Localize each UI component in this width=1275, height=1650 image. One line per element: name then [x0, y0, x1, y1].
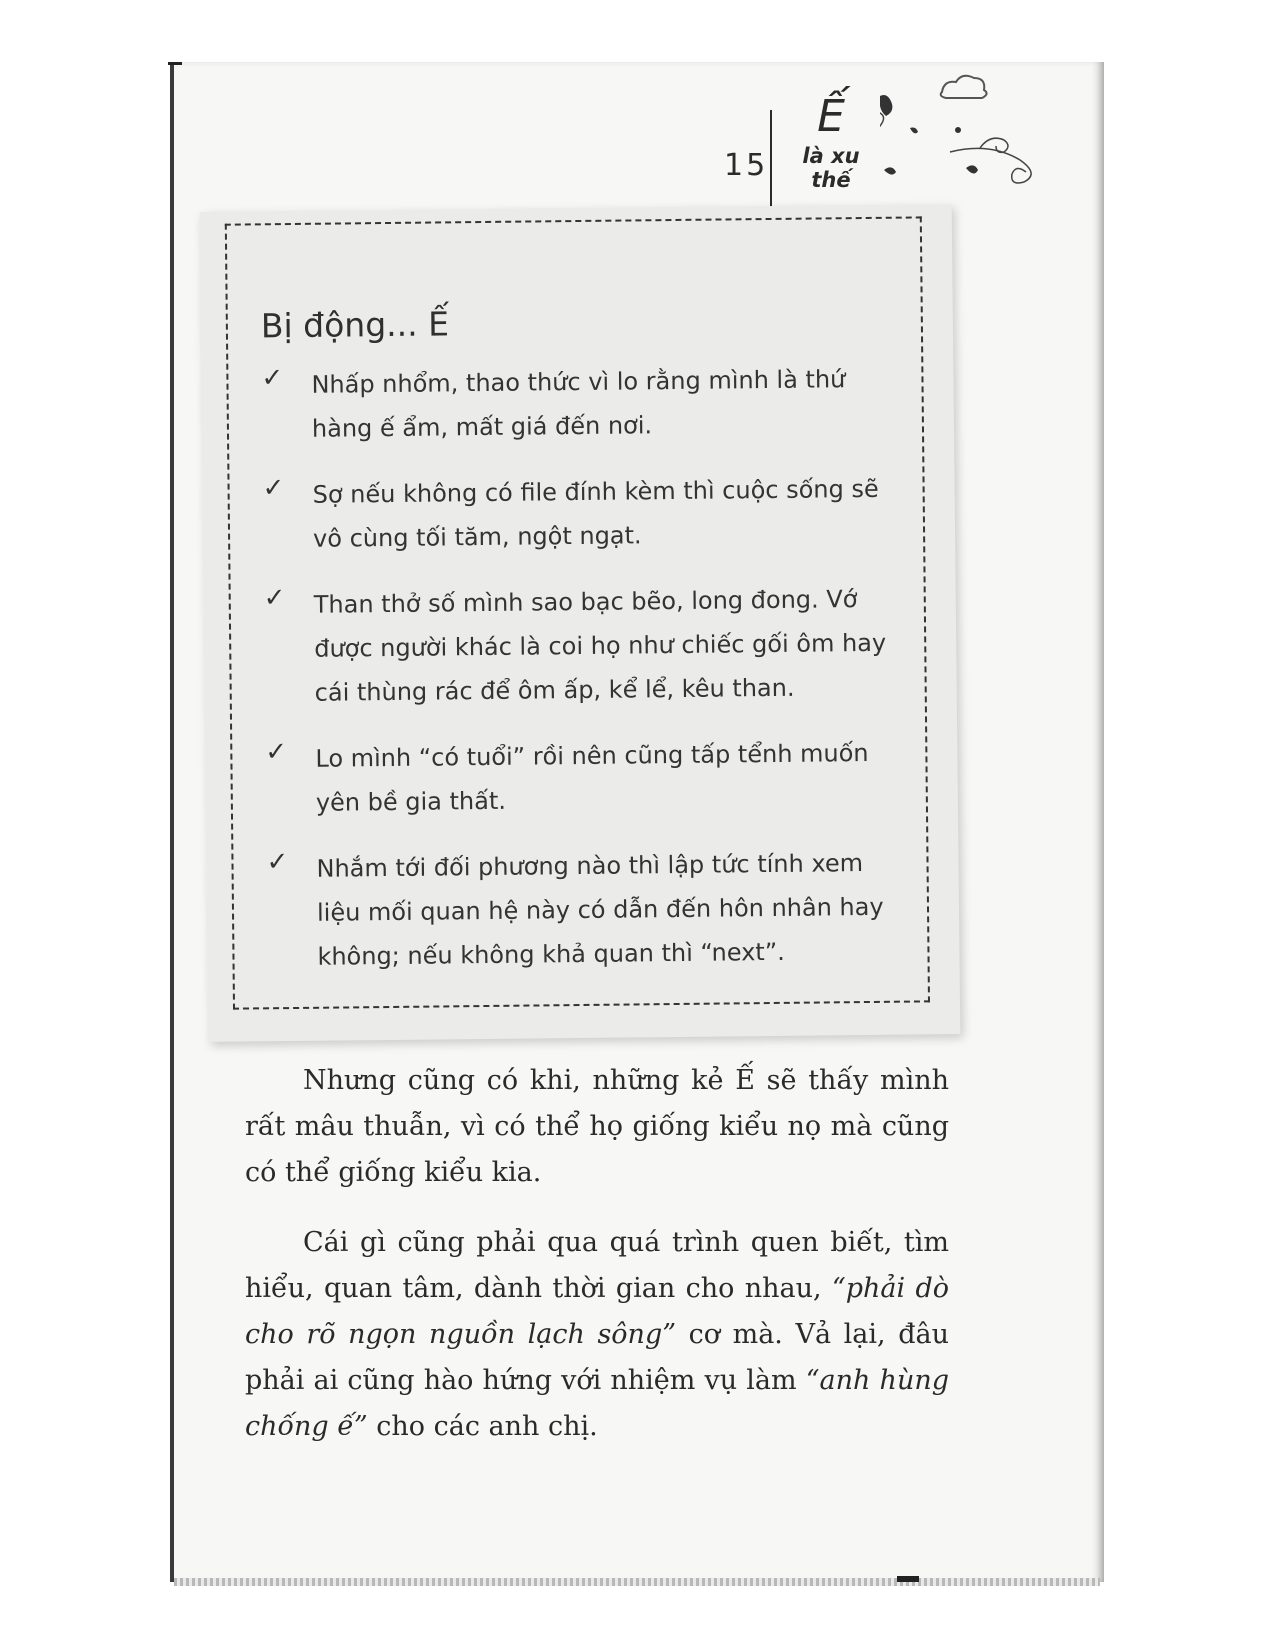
cloud-icon [941, 76, 987, 98]
list-item [264, 577, 905, 716]
list-item-text: Lo mình “có tuổi” rồi nên cũng tấp tểnh muốn yên bề gia thất. [315, 738, 869, 817]
list-item-text: Nhắm tới đối phương nào thì lập tức tính xem liệu mối quan hệ này có dẫn đến hôn nhân hay không; nếu không khả quan thì “next”. [316, 849, 884, 971]
box-heading: Bị động... Ế [260, 304, 450, 346]
running-header [786, 92, 876, 192]
quote-italic: “anh hùng chống ế” [245, 1365, 950, 1442]
header-title-big: Ế [817, 91, 845, 142]
header-title-small: là xu thế [802, 144, 860, 192]
checklist-content [261, 300, 908, 1002]
checkmark-icon: ✓ [266, 847, 289, 878]
paragraph-text: cho các anh chị. [367, 1411, 598, 1442]
list-item [261, 357, 902, 452]
page-number: 15 [724, 148, 769, 183]
header-divider [770, 110, 772, 208]
dot-icon [955, 127, 961, 133]
leaf-icon [880, 95, 892, 116]
checklist-box [200, 204, 961, 1042]
list-item-text: Nhấp nhổm, thao thức vì lo rằng mình là thứ hàng ế ẩm, mất giá đến nơi. [311, 365, 846, 443]
checkmark-icon: ✓ [263, 583, 286, 614]
paragraph-text: Cái gì cũng phải qua quá trình quen biết, tìm hiểu, quan tâm, dành thời gian cho nhau, [245, 1227, 949, 1304]
checkmark-icon: ✓ [262, 473, 285, 504]
paragraph-text: cơ mà. Vả lại, đâu phải ai cũng hào hứng với nhiệm vụ làm [245, 1319, 949, 1396]
leaf-icon [910, 128, 918, 134]
list-item [266, 841, 907, 980]
leaf-icon [966, 165, 978, 173]
swirl-icon [880, 112, 884, 134]
paragraph: Nhưng cũng có khi, những kẻ Ế sẽ thấy mình rất mâu thuẫn, vì có thể họ giống kiểu nọ mà cũng có thể giống kiểu kia. [245, 1065, 949, 1188]
checkmark-icon: ✓ [261, 363, 284, 394]
page-bottom-mark [897, 1576, 919, 1582]
list-item [265, 731, 906, 826]
leaf-icon [884, 167, 896, 174]
page-edge-mark [168, 62, 182, 65]
checkmark-icon: ✓ [265, 737, 288, 768]
list-item-text: Sợ nếu không có file đính kèm thì cuộc sống sẽ vô cùng tối tăm, ngột ngạt. [312, 474, 879, 553]
quote-italic: “phải dò cho rõ ngọn nguồn lạch sông” [245, 1273, 949, 1350]
page-bottom-edge [174, 1578, 1100, 1586]
checklist [261, 357, 907, 980]
list-item [262, 467, 903, 562]
swirl-icon [950, 148, 1031, 183]
leaves-cloud-decoration [880, 70, 1100, 210]
paragraph [245, 1220, 949, 1450]
list-item-text: Than thở số mình sao bạc bẽo, long đong. Vớ được người khác là coi họ như chiếc gối ôm hay cái thùng rác để ôm ấp, kể lể, kêu than. [313, 585, 887, 707]
body-text [245, 1058, 949, 1474]
